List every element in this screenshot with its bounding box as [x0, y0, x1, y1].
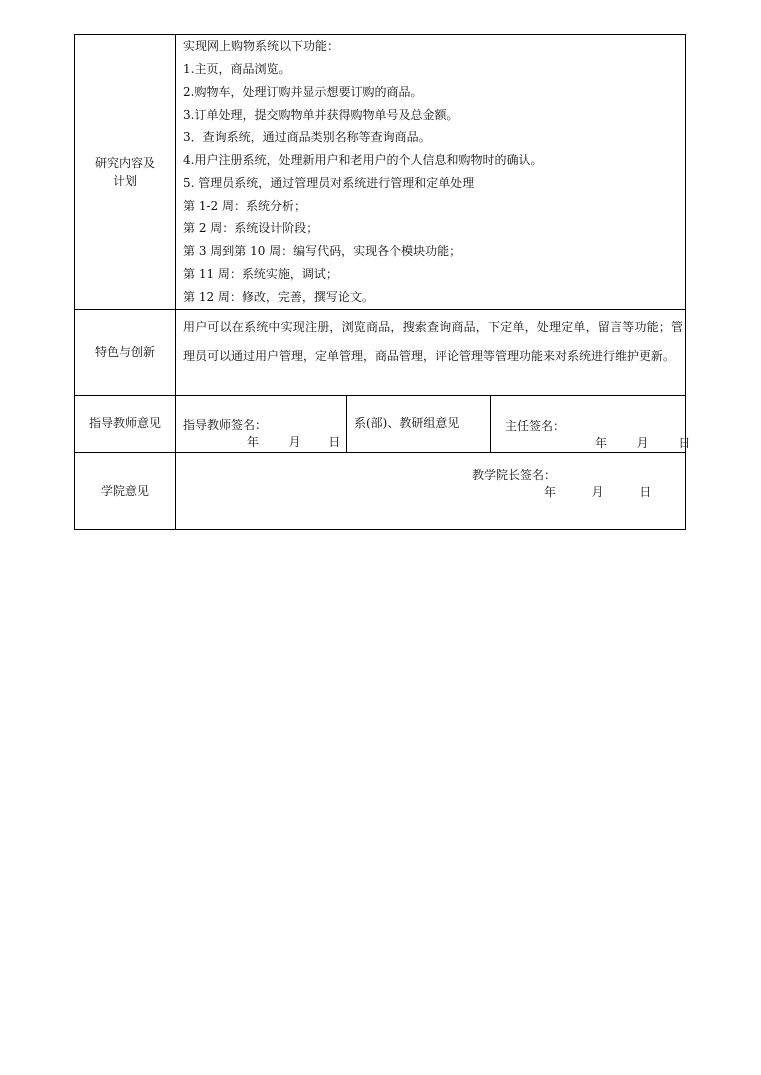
month-label: 月 [636, 436, 649, 450]
column-divider [175, 35, 176, 529]
column-divider [490, 395, 491, 452]
year-label: 年 [595, 436, 608, 450]
year-label: 年 [247, 435, 260, 449]
research-line: 第 12 周：修改，完善，撰写论文。 [183, 290, 374, 304]
director-sign-label: 主任签名： [505, 419, 566, 433]
research-line: 1.主页，商品浏览。 [183, 62, 291, 76]
advisor-sign-label: 指导教师签名： [183, 418, 268, 432]
row-divider [75, 395, 685, 396]
day-label: 日 [328, 435, 341, 449]
innovation-label: 特色与创新 [94, 345, 155, 359]
advisor-sign-date [247, 434, 340, 450]
dept-opinion-label: 系(部)、教研组意见 [354, 416, 460, 430]
research-label-line1: 研究内容及 [94, 156, 155, 170]
innovation-text: 用户可以在系统中实现注册，浏览商品，搜索查询商品，下定单，处理定单，留言等功能；管理员可以通过用户管理，定单管理，商品管理，评论管理等管理功能来对系统进行维护更新。 [183, 320, 683, 363]
research-line: 3．查询系统，通过商品类别名称等查询商品。 [183, 130, 431, 144]
research-label-line2: 计划 [112, 174, 137, 188]
dean-sign-date [544, 484, 651, 500]
research-line: 3.订单处理，提交购物单并获得购物单号及总金额。 [183, 108, 459, 122]
dean-sign-label: 教学院长签名： [472, 468, 557, 482]
proposal-form-table [74, 34, 691, 530]
research-line: 5. 管理员系统，通过管理员对系统进行管理和定单处理 [183, 176, 475, 190]
row-divider [75, 452, 685, 453]
research-line: 4.用户注册系统，处理新用户和老用户的个人信息和购物时的确认。 [183, 153, 543, 167]
advisor-label: 指导教师意见 [88, 416, 161, 430]
research-line: 2.购物车，处理订购并显示想要订购的商品。 [183, 85, 423, 99]
row-divider [75, 309, 685, 310]
research-line: 第 2 周：系统设计阶段； [183, 221, 319, 235]
day-label: 日 [639, 485, 652, 499]
research-label [75, 154, 175, 190]
research-line: 第 3 周到第 10 周：编写代码，实现各个模块功能； [183, 244, 462, 258]
research-line: 第 11 周：系统实施，调试； [183, 267, 338, 281]
research-line: 实现网上购物系统以下功能： [183, 39, 340, 53]
month-label: 月 [591, 485, 604, 499]
research-line: 第 1-2 周：系统分析； [183, 199, 306, 213]
month-label: 月 [288, 435, 301, 449]
college-label: 学院意见 [100, 484, 149, 498]
year-label: 年 [544, 485, 557, 499]
column-divider [346, 395, 347, 452]
day-label: 日 [678, 436, 691, 450]
director-sign-date [595, 435, 690, 451]
